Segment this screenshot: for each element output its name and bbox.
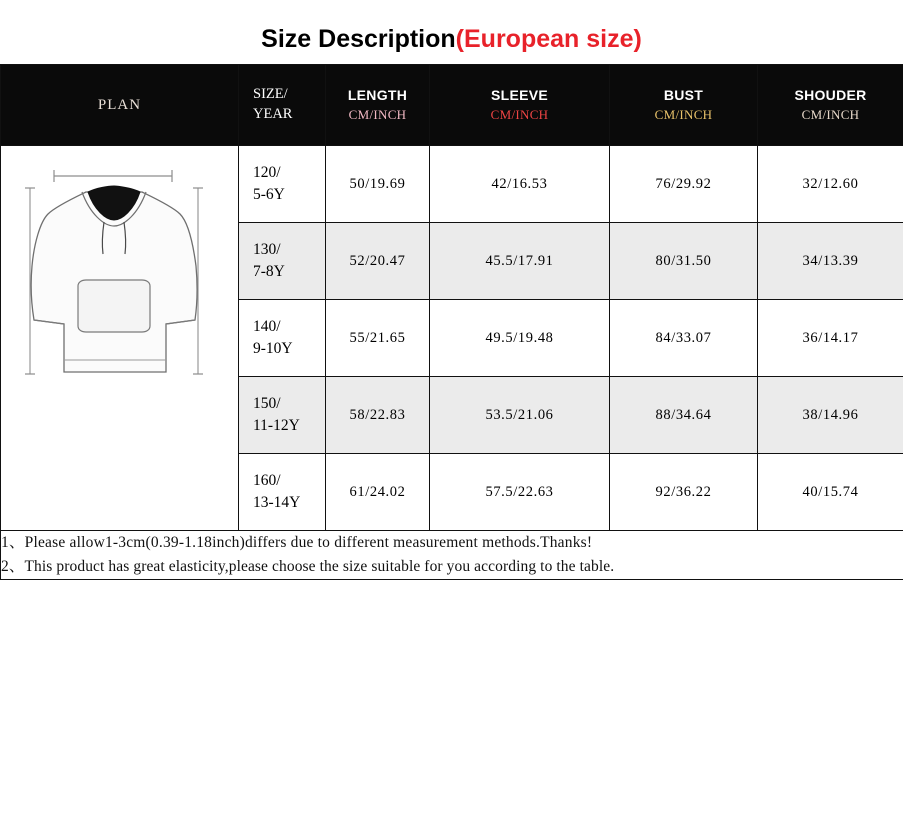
cell-shoulder: 32/12.60 [758,146,903,223]
header-plan: PLAN [1,65,239,146]
notes-row [1,531,903,580]
cell-size-line2: 7-8Y [253,263,285,280]
header-shoulder-unit: CM/INCH [801,106,860,122]
cell-shoulder: 38/14.96 [758,377,903,454]
cell-size [239,146,326,223]
size-table [0,64,903,580]
cell-length: 52/20.47 [326,223,430,300]
cell-size [239,377,326,454]
header-size-year-line2: YEAR [253,106,293,122]
header-length [326,65,430,146]
table-row [1,146,903,223]
cell-size-line2: 11-12Y [253,417,300,434]
cell-size-line1: 150/ [253,395,281,413]
header-size-year-line1: SIZE/ [253,86,288,103]
cell-shoulder: 40/15.74 [758,454,903,531]
cell-bust: 88/34.64 [610,377,758,454]
cell-size-line2: 9-10Y [253,340,293,357]
header-sleeve-name: SLEEVE [490,87,549,104]
page-title-main: Size Description [261,25,456,53]
cell-size-line2: 5-6Y [253,186,285,203]
size-table-wrap [0,64,903,580]
cell-bust: 76/29.92 [610,146,758,223]
table-header-row [1,65,903,146]
cell-sleeve: 49.5/19.48 [430,300,610,377]
cell-length: 58/22.83 [326,377,430,454]
cell-shoulder: 34/13.39 [758,223,903,300]
page-title-paren: (European size) [455,25,642,53]
notes-cell [1,531,903,580]
cell-length: 55/21.65 [326,300,430,377]
header-sleeve [430,65,610,146]
cell-size-line1: 140/ [253,318,281,336]
header-length-unit: CM/INCH [348,106,407,122]
cell-sleeve: 42/16.53 [430,146,610,223]
header-bust [610,65,758,146]
header-sleeve-unit: CM/INCH [490,106,549,122]
cell-size-line2: 13-14Y [253,494,301,511]
cell-size-line1: 160/ [253,472,281,490]
cell-sleeve: 53.5/21.06 [430,377,610,454]
cell-bust: 80/31.50 [610,223,758,300]
cell-bust: 92/36.22 [610,454,758,531]
cell-shoulder: 36/14.17 [758,300,903,377]
header-bust-name: BUST [663,87,704,104]
cell-bust: 84/33.07 [610,300,758,377]
cell-size [239,454,326,531]
product-illustration [1,146,239,531]
header-shoulder-name: SHOUDER [794,87,867,104]
cell-size-line1: 120/ [253,164,281,182]
hoodie-line-drawing [1,148,239,528]
cell-sleeve: 57.5/22.63 [430,454,610,531]
cell-size-line1: 130/ [253,241,281,259]
header-bust-unit: CM/INCH [654,106,713,122]
header-shoulder [758,65,903,146]
cell-length: 61/24.02 [326,454,430,531]
header-size-year [239,65,326,146]
header-length-name: LENGTH [347,87,408,104]
cell-size [239,300,326,377]
cell-sleeve: 45.5/17.91 [430,223,610,300]
cell-size [239,223,326,300]
page-title [0,0,903,64]
note-line-1: 1、Please allow1-3cm(0.39-1.18inch)differs due to different measurement methods.Thanks! [1,534,593,551]
cell-length: 50/19.69 [326,146,430,223]
note-line-2: 2、This product has great elasticity,please choose the size suitable for you according to the table. [1,558,615,576]
